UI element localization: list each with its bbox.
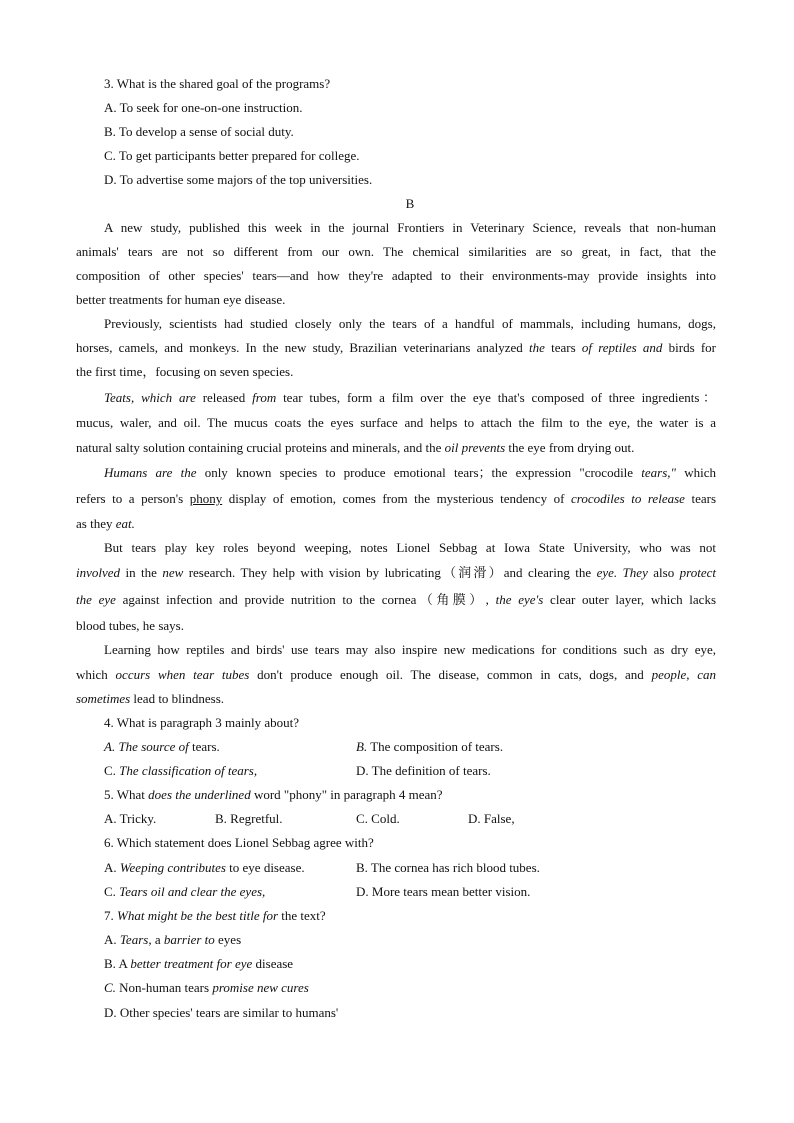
- question-6-stem: 6. Which statement does Lionel Sebbag agree with?: [104, 835, 374, 850]
- question-3-stem: 3. What is the shared goal of the programs?: [104, 76, 331, 91]
- passage-p2-line-1: Previously, scientists had studied closely only the tears of a handful of mammals, including humans, dogs,: [104, 316, 716, 331]
- passage-p5-line-4: blood tubes, he says.: [76, 618, 184, 633]
- question-3-option-b: B. To develop a sense of social duty.: [104, 124, 294, 139]
- question-7-option-b: B. A better treatment for eye disease: [104, 956, 294, 971]
- passage-p5-line-1: But tears play key roles beyond weeping, notes Lionel Sebbag at Iowa State University, who was not: [104, 540, 716, 555]
- passage-p3-line-3: natural salty solution containing crucial proteins and minerals, and the oil prevents the eye from drying out.: [76, 440, 635, 455]
- question-3-option-d: D. To advertise some majors of the top universities.: [104, 172, 373, 187]
- question-5-option-b: B. Regretful.: [215, 811, 283, 826]
- passage-p4-line-1: Humans are the only known species to produce emotional tears；the expression "crocodile tears," which: [104, 465, 716, 480]
- question-7-stem: 7. What might be the best title for the text?: [104, 908, 326, 923]
- passage-p6-line-2: which occurs when tear tubes don't produce enough oil. The disease, common in cats, dogs, and people, can: [76, 667, 717, 682]
- question-4-stem: 4. What is paragraph 3 mainly about?: [104, 715, 300, 730]
- question-4-option-d: D. The definition of tears.: [356, 763, 491, 778]
- question-3-option-c: C. To get participants better prepared for college.: [104, 148, 360, 163]
- question-5-option-a: A. Tricky.: [104, 811, 157, 826]
- passage-p4-line-2: refers to a person's phony display of emotion, comes from the mysterious tendency of crocodiles to release tears: [76, 491, 717, 506]
- passage-p3-line-2: mucus, waler, and oil. The mucus coats the eyes surface and helps to attach the film to the eye, the water is a: [76, 415, 716, 430]
- question-6-option-b: B. The cornea has rich blood tubes.: [356, 860, 540, 875]
- question-6-option-c: C. Tears oil and clear the eyes,: [104, 884, 266, 899]
- question-5-option-d: D. False,: [468, 811, 515, 826]
- passage-p1-line-4: better treatments for human eye disease.: [76, 292, 286, 307]
- question-4-option-b: B. The composition of tears.: [356, 739, 504, 754]
- question-4-option-c: C. The classification of tears,: [104, 763, 258, 778]
- passage-p2-line-2: horses, camels, and monkeys. In the new study, Brazilian veterinarians analyzed the tears of reptiles and birds for: [76, 340, 717, 355]
- passage-p1-line-3: composition of other species' tears—and how they're adapted to their environments-may provide insights into: [76, 268, 716, 283]
- question-7-option-a: A. Tears, a barrier to eyes: [104, 932, 242, 947]
- question-5-stem: 5. What does the underlined word "phony" in paragraph 4 mean?: [104, 787, 443, 802]
- passage-p5-line-2: involved in the new research. They help with vision by lubricating（润滑）and clearing the eye. They also protect: [76, 565, 716, 580]
- question-3-option-a: A. To seek for one-on-one instruction.: [104, 100, 303, 115]
- question-7-option-c: C. Non-human tears promise new cures: [104, 980, 309, 995]
- passage-p6-line-3: sometimes lead to blindness.: [76, 691, 225, 706]
- section-label: B: [405, 196, 415, 211]
- passage-p2-line-3: the first time，focusing on seven species.: [76, 364, 294, 379]
- passage-p5-line-3: the eye against infection and provide nutrition to the cornea（角膜）, the eye's clear outer layer, which lacks: [76, 592, 717, 607]
- underlined-word-phony: phony: [189, 491, 223, 506]
- passage-p4-line-3: as they eat.: [76, 516, 135, 531]
- question-6-option-d: D. More tears mean better vision.: [356, 884, 531, 899]
- passage-p3-line-1: Teats, which are released from tear tubes, form a film over the eye that's composed of three ingredients：: [104, 390, 716, 405]
- passage-p6-line-1: Learning how reptiles and birds' use tears may also inspire new medications for conditions such as dry eye,: [104, 642, 716, 657]
- question-5-option-c: C. Cold.: [356, 811, 400, 826]
- question-6-option-a: A. Weeping contributes to eye disease.: [104, 860, 305, 875]
- passage-p1-line-1: A new study, published this week in the journal Frontiers in Veterinary Science, reveals that non-human: [104, 220, 716, 235]
- question-4-option-a: A. The source of tears.: [104, 739, 220, 754]
- question-7-option-d: D. Other species' tears are similar to humans': [104, 1005, 339, 1020]
- passage-p1-line-2: animals' tears are not so different from our own. The chemical similarities are so great, in fact, that the: [76, 244, 716, 259]
